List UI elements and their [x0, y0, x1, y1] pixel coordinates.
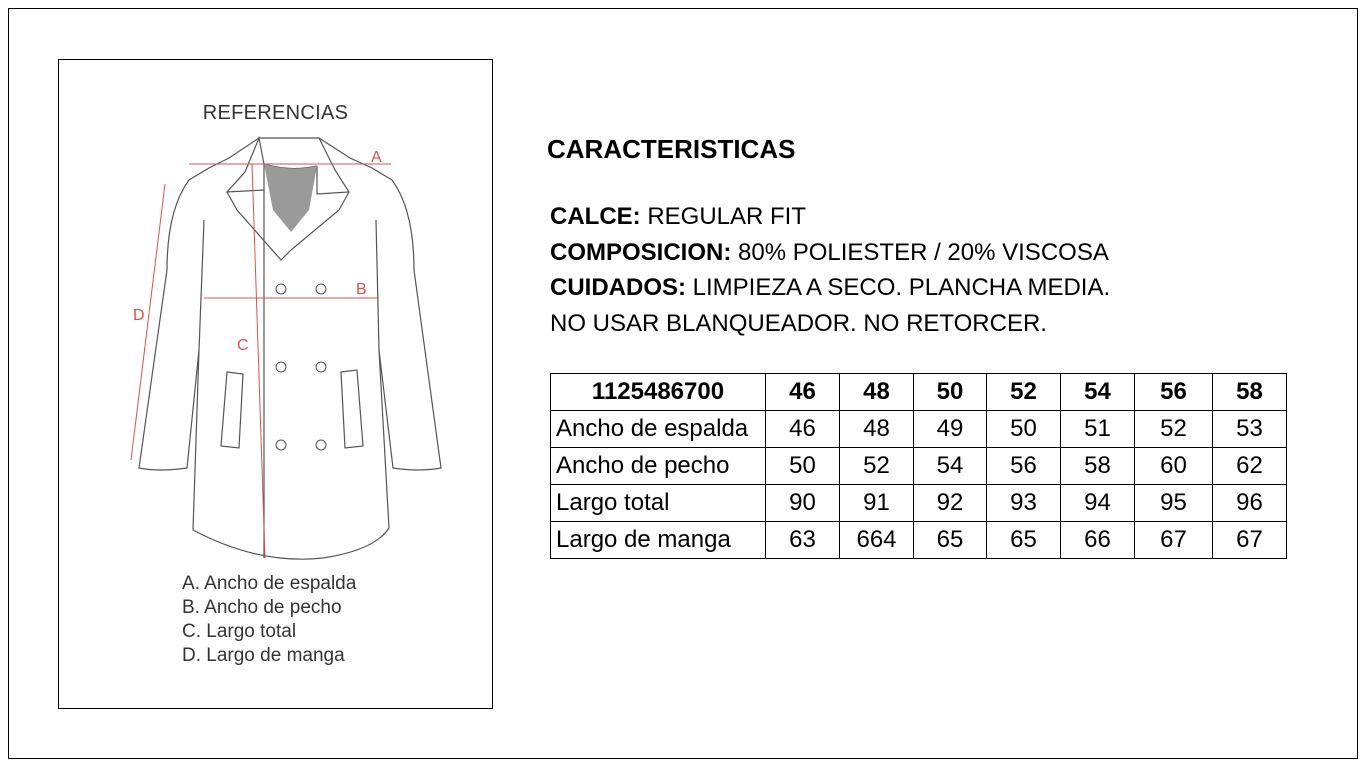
table-row — [551, 485, 1287, 522]
table-cell: 60 — [1135, 448, 1213, 485]
table-row — [551, 448, 1287, 485]
table-cell: 67 — [1213, 522, 1287, 559]
size-header: 54 — [1061, 374, 1135, 411]
table-cell: 65 — [914, 522, 987, 559]
table-cell: 46 — [766, 411, 840, 448]
row-label: Largo de manga — [551, 522, 766, 559]
table-cell: 92 — [914, 485, 987, 522]
reference-panel — [58, 59, 493, 709]
composicion-value: 80% POLIESTER / 20% VISCOSA — [731, 238, 1109, 266]
table-cell: 63 — [766, 522, 840, 559]
table-cell: 52 — [840, 448, 914, 485]
cuidados-value: LIMPIEZA A SECO. PLANCHA MEDIA. — [686, 274, 1111, 301]
legend-item-d: D. Largo de manga — [182, 645, 345, 666]
table-cell: 50 — [766, 448, 840, 485]
calce-line — [550, 199, 1110, 235]
reference-title: REFERENCIAS — [202, 102, 349, 124]
composicion-label: COMPOSICION: — [550, 238, 732, 266]
legend-item-c: C. Largo total — [182, 621, 297, 642]
table-cell: 67 — [1135, 522, 1213, 559]
composicion-line — [550, 235, 1110, 271]
size-header: 50 — [914, 374, 987, 411]
table-cell: 56 — [987, 448, 1061, 485]
table-cell: 93 — [987, 485, 1061, 522]
marker-a: A — [371, 149, 382, 166]
row-label: Ancho de espalda — [551, 411, 766, 448]
product-details — [550, 199, 1110, 341]
table-cell: 50 — [987, 411, 1061, 448]
table-cell: 53 — [1213, 411, 1287, 448]
cuidados-line-2: NO USAR BLANQUEADOR. NO RETORCER. — [550, 309, 1047, 337]
marker-d: D — [133, 307, 145, 324]
calce-value: REGULAR FIT — [640, 203, 807, 230]
table-cell: 96 — [1213, 485, 1287, 522]
table-row — [551, 411, 1287, 448]
table-cell: 49 — [914, 411, 987, 448]
table-cell: 65 — [987, 522, 1061, 559]
table-cell: 48 — [840, 411, 914, 448]
table-cell: 54 — [914, 448, 987, 485]
table-row — [551, 522, 1287, 559]
calce-label: CALCE: — [550, 203, 641, 230]
size-header: 56 — [1135, 374, 1213, 411]
row-label: Largo total — [551, 485, 766, 522]
table-cell: 94 — [1061, 485, 1135, 522]
table-cell: 90 — [766, 485, 840, 522]
table-cell: 91 — [840, 485, 914, 522]
size-header: 58 — [1213, 374, 1287, 411]
size-header: 52 — [987, 374, 1061, 411]
table-cell: 58 — [1061, 448, 1135, 485]
legend-item-b: B. Ancho de pecho — [182, 597, 342, 618]
row-label: Ancho de pecho — [551, 448, 766, 485]
cuidados-line — [550, 270, 1110, 306]
size-table — [550, 373, 1287, 559]
table-cell: 62 — [1213, 448, 1287, 485]
table-cell: 52 — [1135, 411, 1213, 448]
legend-item-a: A. Ancho de espalda — [182, 573, 357, 594]
size-table-header — [551, 374, 1287, 411]
table-cell: 664 — [840, 522, 914, 559]
reference-legend — [182, 572, 356, 668]
table-cell: 95 — [1135, 485, 1213, 522]
table-cell: 66 — [1061, 522, 1135, 559]
size-header: 48 — [840, 374, 914, 411]
marker-c: C — [237, 337, 249, 354]
article-code: 1125486700 — [551, 374, 766, 411]
size-header: 46 — [766, 374, 840, 411]
characteristics-title: CARACTERISTICAS — [547, 134, 796, 164]
table-cell: 51 — [1061, 411, 1135, 448]
marker-b: B — [356, 281, 367, 298]
cuidados-label: CUIDADOS: — [550, 274, 686, 301]
